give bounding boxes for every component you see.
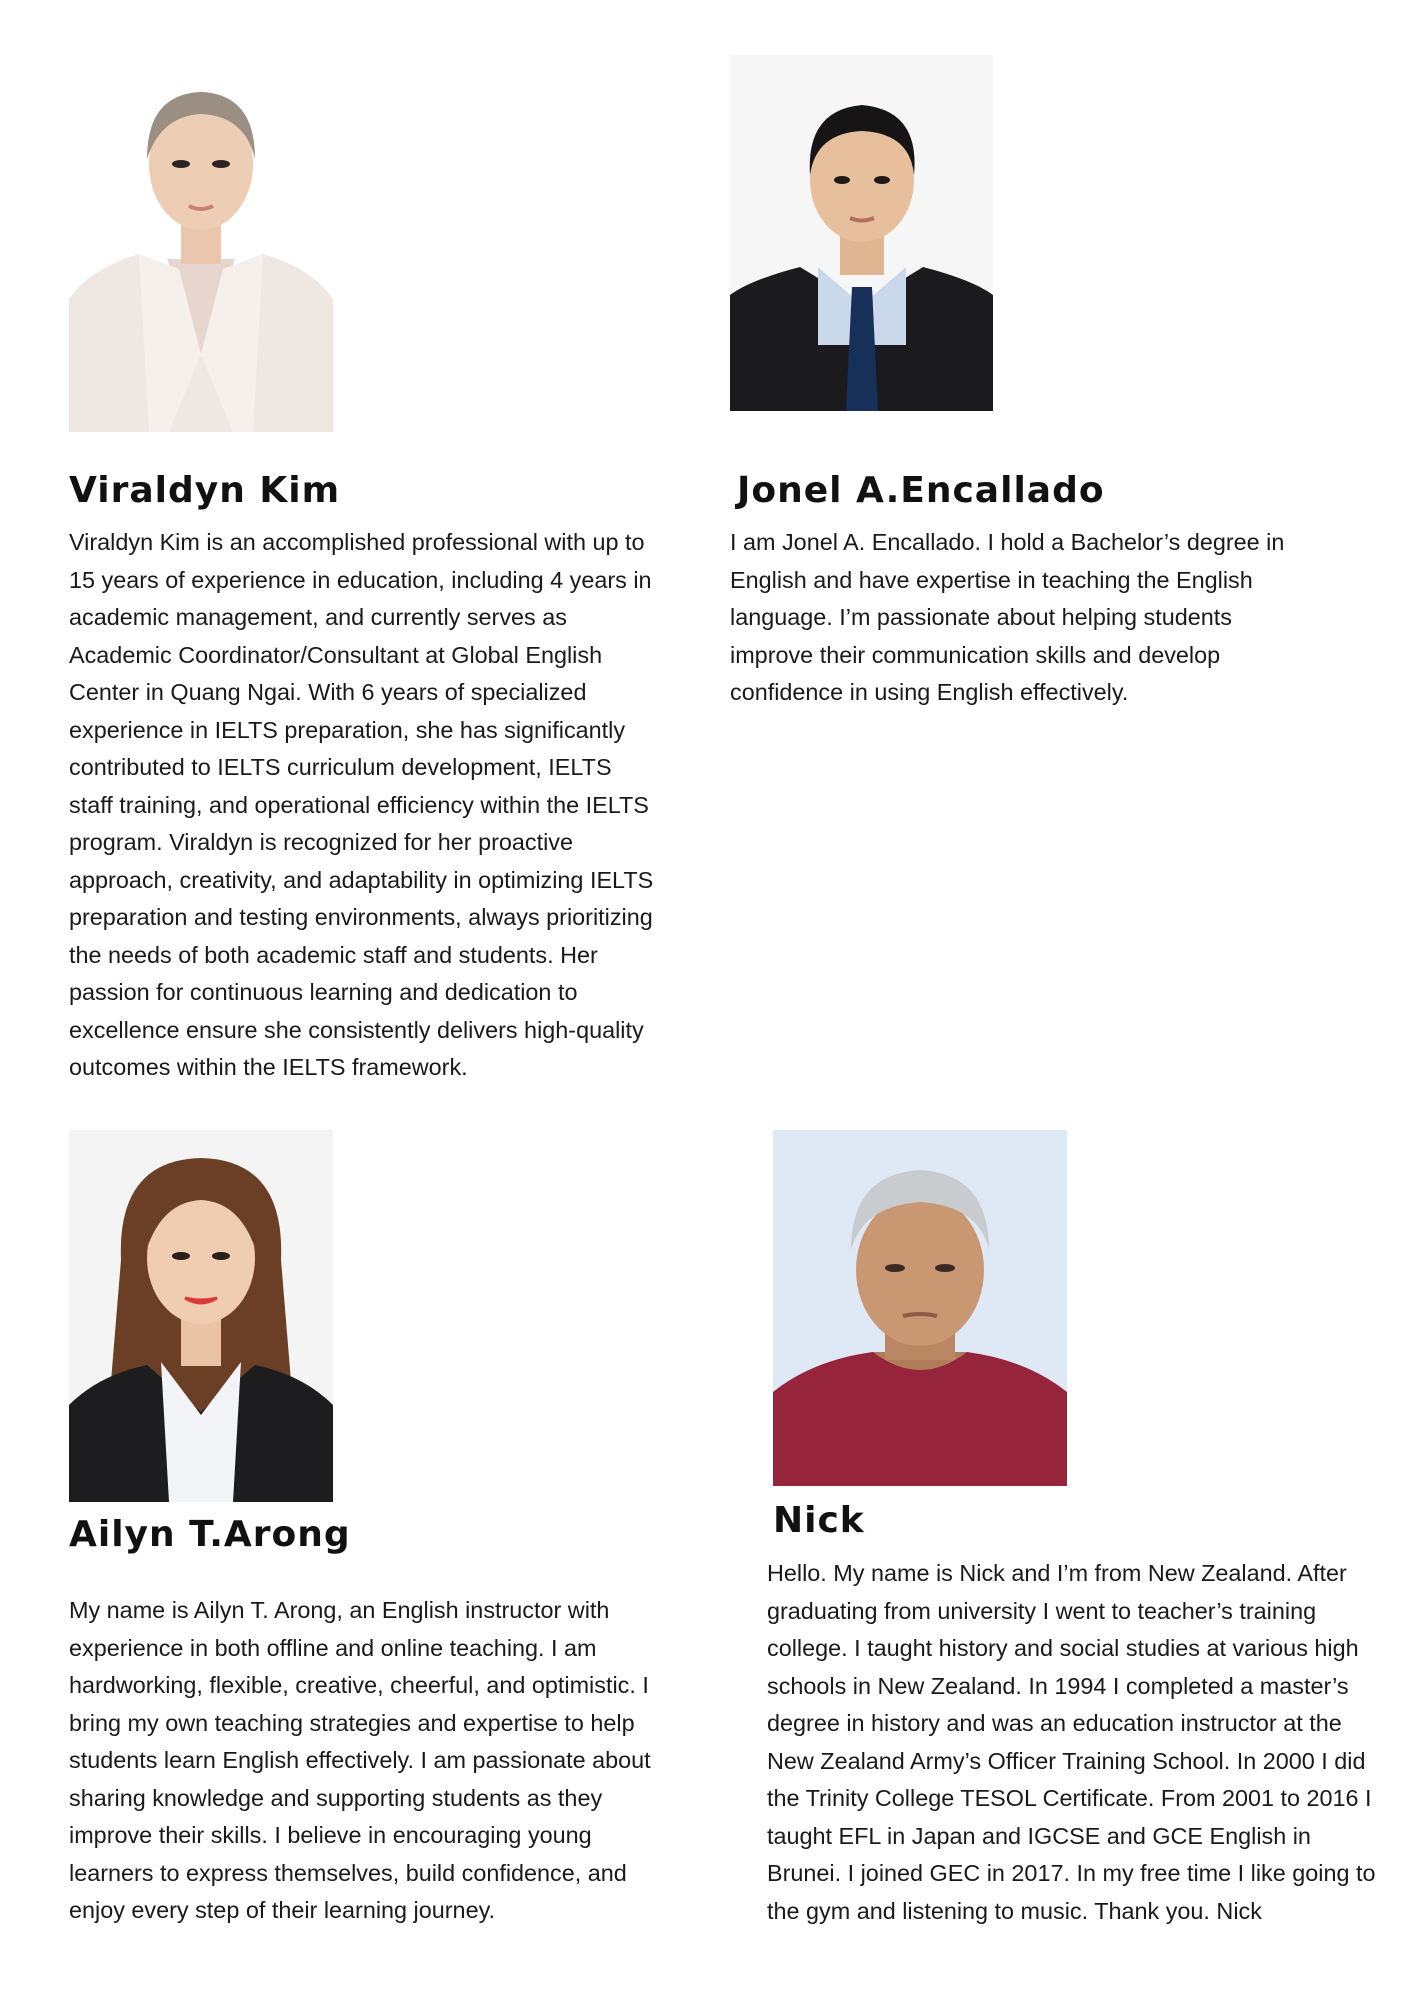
portrait-nick: [773, 1130, 1067, 1486]
teacher-name-jonel-encallado: Jonel A.Encallado: [737, 470, 1105, 511]
teacher-name-viraldyn-kim: Viraldyn Kim: [69, 470, 341, 511]
teacher-name-nick: Nick: [773, 1500, 865, 1541]
teacher-bio-ailyn-arong: My name is Ailyn T. Arong, an English instructor with experience in both offline and online teaching. I am hardworking, flexible, creative, cheerful, and optimistic. I bring my own teaching strategies and expertise to help students learn English effectively. I am passionate about sharing knowledge and supporting students as they improve their skills. I believe in encouraging young learners to express themselves, build confidence, and enjoy every step of their learning journey.: [69, 1597, 651, 1923]
portrait-jonel-encallado: [730, 55, 993, 411]
portrait-ailyn-arong: [69, 1130, 333, 1502]
teacher-bio-nick: Hello. My name is Nick and I’m from New Zealand. After graduating from university I went to teacher’s training college. I taught history and social studies at various high schools in New Zealand. In 1994 I completed a master’s degree in history and was an education instructor at the New Zealand Army’s Officer Training School. In 2000 I did the Trinity College TESOL Certificate. From 2001 to 2016 I taught EFL in Japan and IGCSE and GCE English in Brunei. I joined GEC in 2017. In my free time I like going to the gym and listening to music. Thank you. Nick: [767, 1560, 1376, 1924]
portrait-viraldyn-kim: [69, 54, 333, 432]
teacher-bio-jonel-encallado: I am Jonel A. Encallado. I hold a Bachelor’s degree in English and have expertise in teaching the English language. I’m passionate about helping students improve their communication skills and develop confidence in using English effectively.: [730, 529, 1285, 705]
teacher-name-ailyn-arong: Ailyn T.Arong: [69, 1514, 351, 1555]
teacher-bio-viraldyn-kim: Viraldyn Kim is an accomplished professional with up to 15 years of experience in education, including 4 years in academic management, and currently serves as Academic Coordinator/Consultant at Global English Center in Quang Ngai. With 6 years of specialized experience in IELTS preparation, she has significantly contributed to IELTS curriculum development, IELTS staff training, and operational efficiency within the IELTS program. Viraldyn is recognized for her proactive approach, creativity, and adaptability in optimizing IELTS preparation and testing environments, always prioritizing the needs of both academic staff and students. Her passion for continuous learning and dedication to excellence ensure she consistently delivers high-quality outcomes within the IELTS framework.: [69, 529, 654, 1080]
